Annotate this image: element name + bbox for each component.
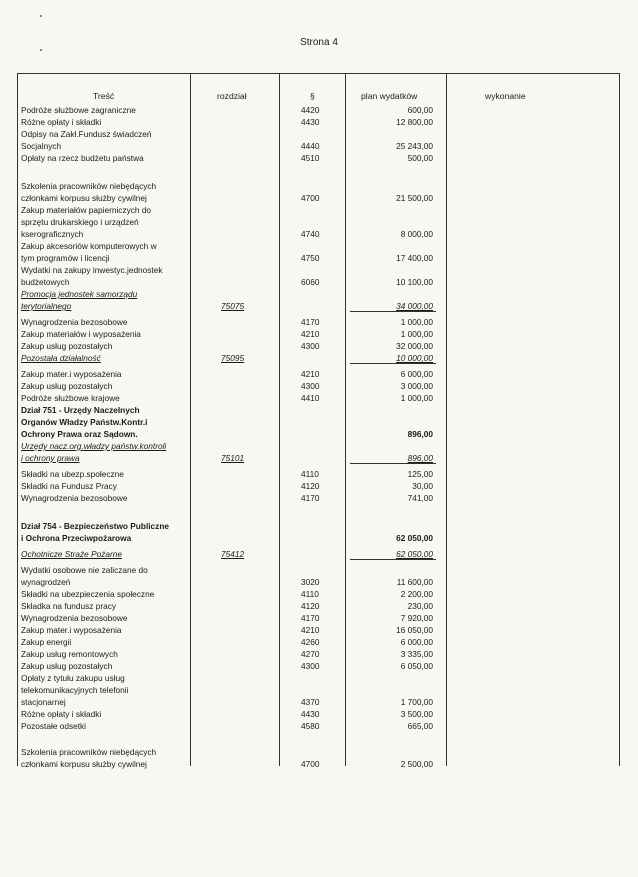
row-plan: 7 920,00 — [400, 613, 433, 623]
row-text: Zakup mater.i wyposażenia — [21, 625, 122, 635]
row-plan: 6 000,00 — [400, 369, 433, 379]
row-text: Składki na ubezp.społeczne — [21, 469, 124, 479]
expenditure-table — [17, 73, 620, 769]
row-text: Zakup materiałów i wyposażenia — [21, 329, 141, 339]
row-plan: 11 600,00 — [396, 577, 433, 587]
table-row — [18, 453, 621, 464]
row-paragraf: 4260 — [301, 637, 320, 647]
row-plan: 6 000,00 — [400, 637, 433, 647]
table-row — [18, 289, 621, 300]
row-rozdzial: 75412 — [221, 549, 245, 559]
row-paragraf: 4410 — [301, 393, 320, 403]
row-rozdzial: 75075 — [221, 301, 245, 311]
row-plan: 32 000,00 — [396, 341, 433, 351]
row-text: Wydatki osobowe nie zaliczane do — [21, 565, 148, 575]
row-plan: 12 800,00 — [396, 117, 433, 127]
row-plan: 3 500,00 — [400, 709, 433, 719]
row-paragraf: 4120 — [301, 601, 320, 611]
header-plan: plan wydatków — [361, 91, 418, 101]
table-row — [18, 649, 621, 660]
row-paragraf: 4110 — [301, 469, 319, 479]
table-row — [18, 117, 621, 128]
row-plan: 21 500,00 — [396, 193, 433, 203]
row-paragraf: 4210 — [301, 369, 320, 379]
row-text: wynagrodzeń — [21, 577, 71, 587]
row-text: Wydatki na zakupy inwestyc.jednostek — [21, 265, 163, 275]
row-paragraf: 4440 — [301, 141, 320, 151]
row-text: Składka na fundusz pracy — [21, 601, 117, 611]
row-plan: 8 000,00 — [400, 229, 433, 239]
row-text: Pozostała działalność — [21, 353, 101, 363]
row-text: Zakup akcesoriów komputerowych w — [21, 241, 157, 251]
row-plan: 600,00 — [407, 105, 433, 115]
row-text: Zakup mater.i wyposażenia — [21, 369, 122, 379]
row-text: Ochrony Prawa oraz Sądown. — [21, 429, 138, 439]
row-plan: 230,00 — [407, 601, 433, 611]
row-text: kserograficznych — [21, 229, 84, 239]
table-row — [18, 193, 621, 204]
row-paragraf: 4120 — [301, 481, 320, 491]
row-plan: 62 050,00 — [396, 533, 433, 543]
row-plan: 25 243,00 — [396, 141, 433, 151]
row-paragraf: 4750 — [301, 253, 320, 263]
table-row — [18, 217, 621, 228]
subtotal-rule — [350, 463, 436, 464]
table-row — [18, 241, 621, 252]
row-paragraf: 4430 — [301, 709, 320, 719]
row-text: Dział 754 - Bezpieczeństwo Publiczne — [21, 521, 170, 531]
row-text: Szkolenia pracowników niebędących — [21, 181, 157, 191]
row-text: Opłaty z tytułu zakupu usług — [21, 673, 125, 683]
row-text: budżetowych — [21, 277, 70, 287]
row-text: Składki na ubezpieczenia społeczne — [21, 589, 155, 599]
row-text: Zakup energii — [21, 637, 72, 647]
row-text: Szkolenia pracowników niebędących — [21, 747, 157, 757]
table-row — [18, 229, 621, 240]
table-row — [18, 429, 621, 440]
row-plan: 1 000,00 — [400, 329, 433, 339]
row-plan: 2 500,00 — [400, 759, 433, 769]
row-text: Składki na Fundusz Pracy — [21, 481, 117, 491]
row-text: Zakup usług pozostałych — [21, 661, 113, 671]
table-row — [18, 625, 621, 636]
row-plan: 16 050,00 — [396, 625, 433, 635]
row-text: Wynagrodzenia bezosobowe — [21, 613, 128, 623]
table-row — [18, 301, 621, 312]
table-row — [18, 577, 621, 588]
row-text: i Ochrona Przeciwpożarowa — [21, 533, 132, 543]
table-row — [18, 353, 621, 364]
row-plan: 3 335,00 — [400, 649, 433, 659]
row-paragraf: 6060 — [301, 277, 320, 287]
table-row — [18, 153, 621, 164]
table-row — [18, 441, 621, 452]
table-row — [18, 329, 621, 340]
row-paragraf: 4430 — [301, 117, 320, 127]
table-row — [18, 661, 621, 672]
row-text: Podróże służbowe krajowe — [21, 393, 120, 403]
row-text: członkami korpusu służby cywilnej — [21, 759, 147, 769]
table-row — [18, 341, 621, 352]
row-paragraf: 4170 — [301, 493, 320, 503]
row-paragraf: 4210 — [301, 625, 320, 635]
row-text: Zakup materiałów papierniczych do — [21, 205, 152, 215]
table-row — [18, 105, 621, 116]
table-row — [18, 141, 621, 152]
row-text: Dział 751 - Urzędy Naczelnych — [21, 405, 140, 415]
row-text: stacjonarnej — [21, 697, 66, 707]
row-text: telekomunikacyjnych telefonii — [21, 685, 129, 695]
table-row — [18, 747, 621, 758]
row-paragraf: 4740 — [301, 229, 320, 239]
table-row — [18, 759, 621, 770]
row-paragraf: 4420 — [301, 105, 320, 115]
row-text: Socjalnych — [21, 141, 62, 151]
row-plan: 62 050,00 — [396, 549, 433, 559]
row-text: sprzętu drukarskiego i urządzeń — [21, 217, 139, 227]
row-text: Różne opłaty i składki — [21, 117, 102, 127]
subtotal-rule — [350, 559, 436, 560]
table-row — [18, 533, 621, 544]
row-text: Urzędy nacz.org.władzy państw.kontroli — [21, 441, 167, 451]
row-paragraf: 3020 — [301, 577, 320, 587]
row-text: Pozostałe odsetki — [21, 721, 87, 731]
row-text: Zakup usług pozostałych — [21, 381, 113, 391]
header-tresc: Treść — [93, 91, 115, 101]
row-plan: 34 000,00 — [396, 301, 433, 311]
row-paragraf: 4210 — [301, 329, 320, 339]
row-paragraf: 4270 — [301, 649, 320, 659]
table-row — [18, 637, 621, 648]
table-row — [18, 317, 621, 328]
row-paragraf: 4700 — [301, 193, 320, 203]
row-plan: 6 050,00 — [400, 661, 433, 671]
row-text: Różne opłaty i składki — [21, 709, 102, 719]
table-row — [18, 673, 621, 684]
row-paragraf: 4300 — [301, 341, 320, 351]
table-row — [18, 417, 621, 428]
row-plan: 17 400,00 — [396, 253, 433, 263]
row-text: członkami korpusu służby cywilnej — [21, 193, 147, 203]
table-row — [18, 253, 621, 264]
row-text: Odpisy na Zakł.Fundusz świadczeń — [21, 129, 152, 139]
row-plan: 665,00 — [407, 721, 433, 731]
row-text: Podróże służbowe zagraniczne — [21, 105, 136, 115]
row-plan: 741,00 — [407, 493, 433, 503]
page-number: Strona 4 — [300, 37, 338, 48]
table-row — [18, 369, 621, 380]
row-text: Wynagrodzenia bezosobowe — [21, 317, 128, 327]
table-row — [18, 521, 621, 532]
row-plan: 10 000,00 — [396, 353, 433, 363]
row-plan: 1 700,00 — [400, 697, 433, 707]
table-row — [18, 277, 621, 288]
scan-speck — [40, 49, 42, 51]
row-paragraf: 4510 — [301, 153, 320, 163]
row-text: Organów Władzy Państw.Kontr.i — [21, 417, 148, 427]
header-rozdzial: rozdział — [217, 91, 247, 101]
row-rozdzial: 75095 — [221, 353, 245, 363]
table-row — [18, 481, 621, 492]
row-plan: 2 200,00 — [400, 589, 433, 599]
table-row — [18, 129, 621, 140]
table-row — [18, 697, 621, 708]
table-row — [18, 469, 621, 480]
scan-speck — [40, 15, 42, 17]
row-text: Promocja jednostek samorządu — [21, 289, 138, 299]
table-row — [18, 601, 621, 612]
row-text: Opłaty na rzecz budżetu państwa — [21, 153, 144, 163]
table-row — [18, 565, 621, 576]
subtotal-rule — [350, 311, 436, 312]
table-row — [18, 685, 621, 696]
row-plan: 125,00 — [407, 469, 433, 479]
table-row — [18, 721, 621, 732]
table-row — [18, 205, 621, 216]
header-wykonanie: wykonanie — [485, 91, 526, 101]
row-paragraf: 4580 — [301, 721, 320, 731]
row-rozdzial: 75101 — [221, 453, 245, 463]
row-paragraf: 4370 — [301, 697, 320, 707]
row-paragraf: 4300 — [301, 661, 320, 671]
row-text: Zakup usług remontowych — [21, 649, 118, 659]
row-text: terytorialnego — [21, 301, 72, 311]
row-plan: 30,00 — [412, 481, 433, 491]
row-plan: 10 100,00 — [396, 277, 433, 287]
table-row — [18, 709, 621, 720]
row-text: Ochotnicze Straże Pożarne — [21, 549, 122, 559]
table-row — [18, 613, 621, 624]
row-text: Wynagrodzenia bezosobowe — [21, 493, 128, 503]
row-text: tym programów i licencji — [21, 253, 110, 263]
row-plan: 896,00 — [407, 453, 433, 463]
row-paragraf: 4300 — [301, 381, 320, 391]
row-plan: 1 000,00 — [400, 393, 433, 403]
header-paragraf: § — [310, 91, 315, 101]
table-row — [18, 381, 621, 392]
row-plan: 500,00 — [407, 153, 433, 163]
row-paragraf: 4170 — [301, 317, 320, 327]
row-text: i ochrony prawa — [21, 453, 80, 463]
table-row — [18, 493, 621, 504]
row-plan: 3 000,00 — [400, 381, 433, 391]
row-plan: 896,00 — [407, 429, 433, 439]
row-paragraf: 4110 — [301, 589, 319, 599]
table-row — [18, 405, 621, 416]
table-row — [18, 549, 621, 560]
subtotal-rule — [350, 363, 436, 364]
table-row — [18, 181, 621, 192]
row-paragraf: 4170 — [301, 613, 320, 623]
table-row — [18, 589, 621, 600]
table-row — [18, 393, 621, 404]
row-paragraf: 4700 — [301, 759, 320, 769]
row-plan: 1 000,00 — [400, 317, 433, 327]
table-row — [18, 265, 621, 276]
row-text: Zakup usług pozostałych — [21, 341, 113, 351]
